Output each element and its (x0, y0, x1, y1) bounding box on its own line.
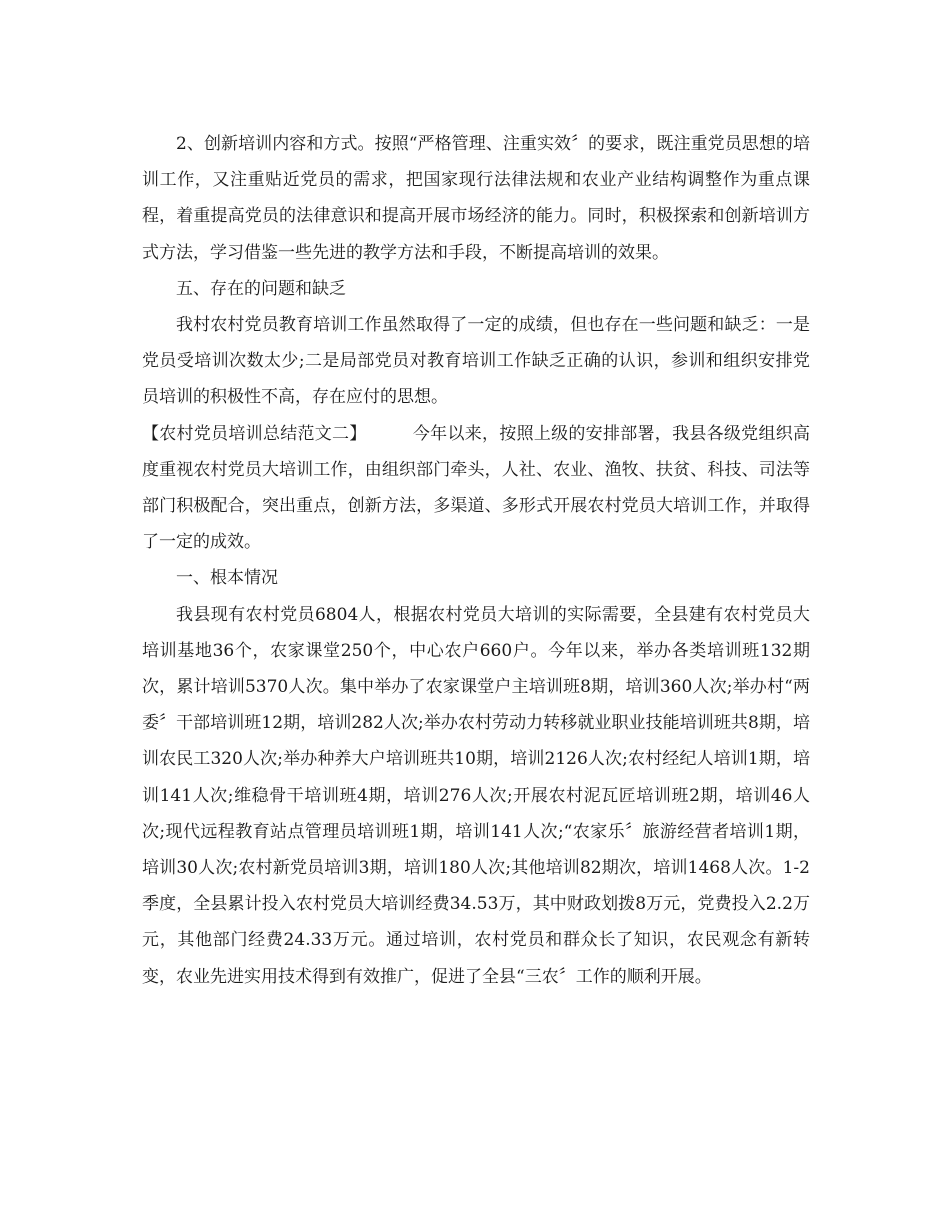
paragraph-basic-situation: 我县现有农村党员6804人，根据农村党员大培训的实际需要，全县建有农村党员大培训基地36个，农家课堂250个，中心农户660户。今年以来，举办各类培训班132期次，累计培训5370人次。集中举办了农家课堂户主培训班8期，培训360人次;举办村“两委〞干部培训班12期，培训282人次;举办农村劳动力转移就业职业技能培训班共8期，培训农民工320人次;举办种养大户培训班共10期，培训2126人次;农村经纪人培训1期，培训141人次;维稳骨干培训班4期，培训276人次;开展农村泥瓦匠培训班2期，培训46人次;现代远程教育站点管理员培训班1期，培训141人次;“农家乐〞旅游经营者培训1期，培训30人次;农村新党员培训3期，培训180人次;其他培训82期次，培训1468人次。1-2季度，全县累计投入农村党员大培训经费34.53万，其中财政划拨8万元，党费投入2.2万元，其他部门经费24.33万元。通过培训，农村党员和群众长了知识，农民观念有新转变，农业先进实用技术得到有效推广，促进了全县“三农〞工作的顺利开展。 (142, 604, 810, 987)
paragraph-problems: 我村农村党员教育培训工作虽然取得了一定的成绩，但也存在一些问题和缺乏：一是党员受培训次数太少;二是局部党员对教育培训工作缺乏正确的认识，参训和组织安排党员培训的积极性不高，存在应付的思想。 (142, 315, 810, 408)
document-body (142, 126, 810, 995)
paragraph-sample-two (142, 416, 810, 561)
sample-two-heading: 【农村党员培训总结范文二】 (142, 423, 367, 444)
section-heading-basic-situation: 一、根本情况 (176, 568, 278, 589)
sample-two-text: 今年以来，按照上级的安排部署，我县各级党组织高度重视农村党员大培训工作，由组织部门牵头，人社、农业、渔牧、扶贫、科技、司法等部门积极配合，突出重点，创新方法，多渠道、多形式开展农村党员大培训工作，并取得了一定的成效。 (142, 423, 811, 553)
paragraph-innovate-training: 2、创新培训内容和方式。按照“严格管理、注重实效〞的要求，既注重党员思想的培训工作，又注重贴近党员的需求，把国家现行法律法规和农业产业结构调整作为重点课程，着重提高党员的法律意识和提高开展市场经济的能力。同时，积极探索和创新培训方式方法，学习借鉴一些先进的教学方法和手段，不断提高培训的效果。 (142, 134, 810, 263)
section-heading-problems: 五、存在的问题和缺乏 (176, 278, 346, 299)
